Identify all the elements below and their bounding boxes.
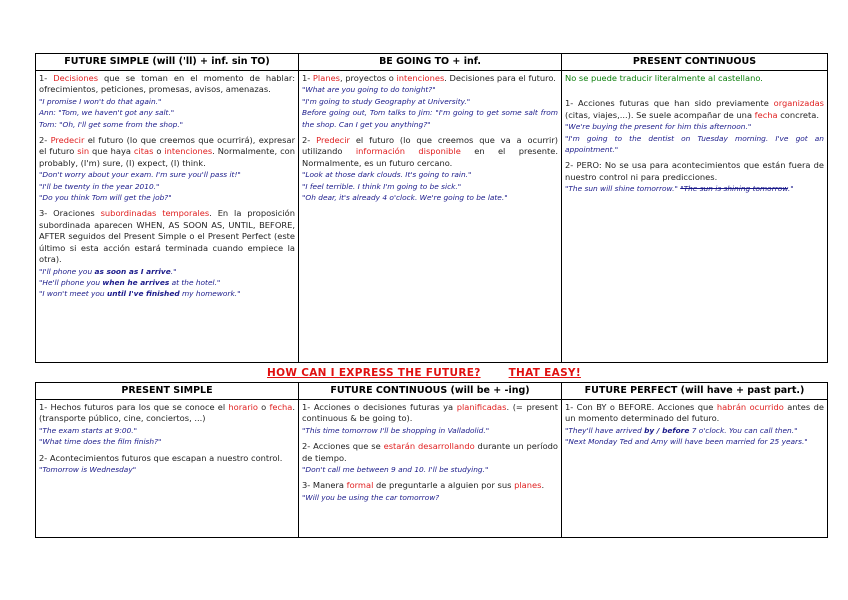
future-simple-rule-1: 1- Decisiones que se toman en el momento de hablar: ofrecimientos, peticiones, promesas, avisos, amenazas. "I promise I won't do that again." Ann: "Tom, we haven't got any salt." Tom: "Oh, I'll get some from the shop." (39, 73, 295, 129)
present-continuous-rule-1: 1- Acciones futuras que han sido previamente organizadas (citas, viajes,...). Se suele acompañar de una fecha concreta. "We're buying the present for him this afternoon." "I'm going to the dentist on Tuesday morning. I've got an appointment." (565, 98, 824, 155)
example: "Do you think Tom will get the job?" (39, 193, 172, 203)
top-grammar-table (35, 53, 828, 363)
present-simple-rule-2: 2- Acontecimientos futuros que escapan a nuestro control. "Tomorrow is Wednesday" (39, 452, 283, 475)
be-going-to-rule-1: 1- Planes, proyectos o intenciones. Decisiones para el futuro. "What are you going to do tonight?" "I'm going to study Geography at University." Before going out, Tom talks to Jim: "I'm going to get some salt from the shop. Can I get you anything?" (302, 73, 558, 129)
example: "I'm going to study Geography at University." (302, 96, 471, 106)
example: Before going out, Tom talks to Jim: "I'm going to get some salt from the shop. Can I get you anything?" (302, 108, 558, 129)
example: "Tomorrow is Wednesday" (39, 465, 137, 475)
example: Tom: "Oh, I'll get some from the shop." (39, 119, 184, 129)
header-future-perfect: FUTURE PERFECT (will have + past part.) (562, 383, 828, 400)
example: "Oh dear, it's already 4 o'clock. We're going to be late." (302, 193, 508, 203)
header-future-simple: FUTURE SIMPLE (will ('ll) + inf. sin TO) (36, 54, 299, 71)
future-continuous-rule-2: 2- Acciones que se estarán desarrollando durante un período de tiempo. "Don't call me between 9 and 10. I'll be studying." (302, 441, 558, 475)
present-simple-cell (36, 400, 299, 538)
be-going-to-cell (299, 71, 562, 363)
present-simple-rule-1: 1- Hechos futuros para los que se conoce el horario o fecha. (transporte público, cine, conciertos, ...) "The exam starts at 9:00." "What time does the film finish?" (39, 402, 296, 447)
example: "I feel terrible. I think I'm going to be sick." (302, 181, 462, 191)
example: "He'll phone you when he arrives at the hotel." (39, 277, 221, 287)
example: "We're buying the present for him this afternoon." (565, 122, 752, 132)
future-continuous-cell (299, 400, 562, 538)
example: "Don't call me between 9 and 10. I'll be studying." (302, 465, 489, 475)
example: "They'll have arrived by / before 7 o'clock. You can call then." (565, 425, 798, 435)
present-continuous-rule-2: 2- PERO: No se usa para acontecimientos que están fuera de nuestro control ni para predicciones. "The sun will shine tomorrow." "The sun is shining tomorrow." (565, 160, 824, 194)
example: "Look at those dark clouds. It's going to rain." (302, 170, 472, 180)
present-continuous-cell (562, 71, 828, 363)
header-future-continuous: FUTURE CONTINUOUS (will be + -ing) (299, 383, 562, 400)
future-continuous-rule-3: 3- Manera formal de preguntarle a alguien por sus planes. "Will you be using the car tomorrow? (302, 480, 545, 502)
example: "This time tomorrow I'll be shopping in Valladolid." (302, 425, 490, 435)
header-present-continuous: PRESENT CONTINUOUS (562, 54, 828, 71)
future-perfect-cell (562, 400, 828, 538)
present-continuous-note: No se puede traducir literalmente al castellano. (565, 73, 763, 83)
bottom-grammar-table (35, 382, 828, 538)
future-simple-rule-3: 3- Oraciones subordinadas temporales. En la proposición subordinada aparecen WHEN, AS SOON AS, UNTIL, BEFORE, AFTER seguidos del Present Simple o el Present Perfect (este último si esta acción estará terminada cuando empiece la otra). "I'll phone you as soon as I arrive." "He'll phone you when he arrives at the hotel." "I won't meet you until I've finished my homework." (39, 208, 295, 299)
example: "I'll be twenty in the year 2010." (39, 181, 160, 191)
future-simple-rule-2: 2- Predecir el futuro (lo que creemos que ocurrirá), expresar el futuro sin que haya citas o intenciones. Normalmente, con probably, (I'm) sure, (I) expect, (I) think. "Don't worry about your exam. I'm sure you'll pass it!" "I'll be twenty in the year 2010." "Do you think Tom will get the job?" (39, 135, 295, 203)
banner-question: HOW CAN I EXPRESS THE FUTURE? (267, 367, 481, 379)
future-perfect-rule-1: 1- Con BY o BEFORE. Acciones que habrán ocurrido antes de un momento determinado del futuro. "They'll have arrived by / before 7 o'clock. You can call then." "Next Monday Ted and Amy will have been married for 25 years." (565, 402, 824, 447)
header-present-simple: PRESENT SIMPLE (36, 383, 299, 400)
example: "What time does the film finish?" (39, 437, 162, 447)
example: "Will you be using the car tomorrow? (302, 492, 440, 502)
banner-answer: THAT EASY! (508, 367, 581, 379)
header-be-going-to: BE GOING TO + inf. (299, 54, 562, 71)
example: "I promise I won't do that again." (39, 96, 162, 106)
example: "I'll phone you as soon as I arrive." (39, 266, 177, 276)
example: Ann: "Tom, we haven't got any salt." (39, 108, 175, 118)
example: "The sun will shine tomorrow." "The sun is shining tomorrow." (565, 184, 794, 194)
example: "I'm going to the dentist on Tuesday morning. I've got an appointment." (565, 133, 824, 155)
example: "I won't meet you until I've finished my homework." (39, 289, 241, 299)
be-going-to-rule-2: 2- Predecir el futuro (lo que creemos que va a ocurrir) utilizando información disponible en el presente. Normalmente, es un futuro cercano. "Look at those dark clouds. It's going to rain." "I feel terrible. I think I'm going to be sick." "Oh dear, it's already 4 o'clock. We're going to be late." (302, 135, 558, 203)
page-banner (0, 367, 848, 379)
example: "Next Monday Ted and Amy will have been married for 25 years." (565, 437, 808, 447)
future-continuous-rule-1: 1- Acciones o decisiones futuras ya planificadas. (= present continuous & be going to). "This time tomorrow I'll be shopping in Valladolid." (302, 402, 558, 435)
example: "Don't worry about your exam. I'm sure you'll pass it!" (39, 170, 241, 180)
example: "What are you going to do tonight?" (302, 85, 436, 95)
example: "The exam starts at 9:00." (39, 425, 138, 435)
future-simple-cell (36, 71, 299, 363)
